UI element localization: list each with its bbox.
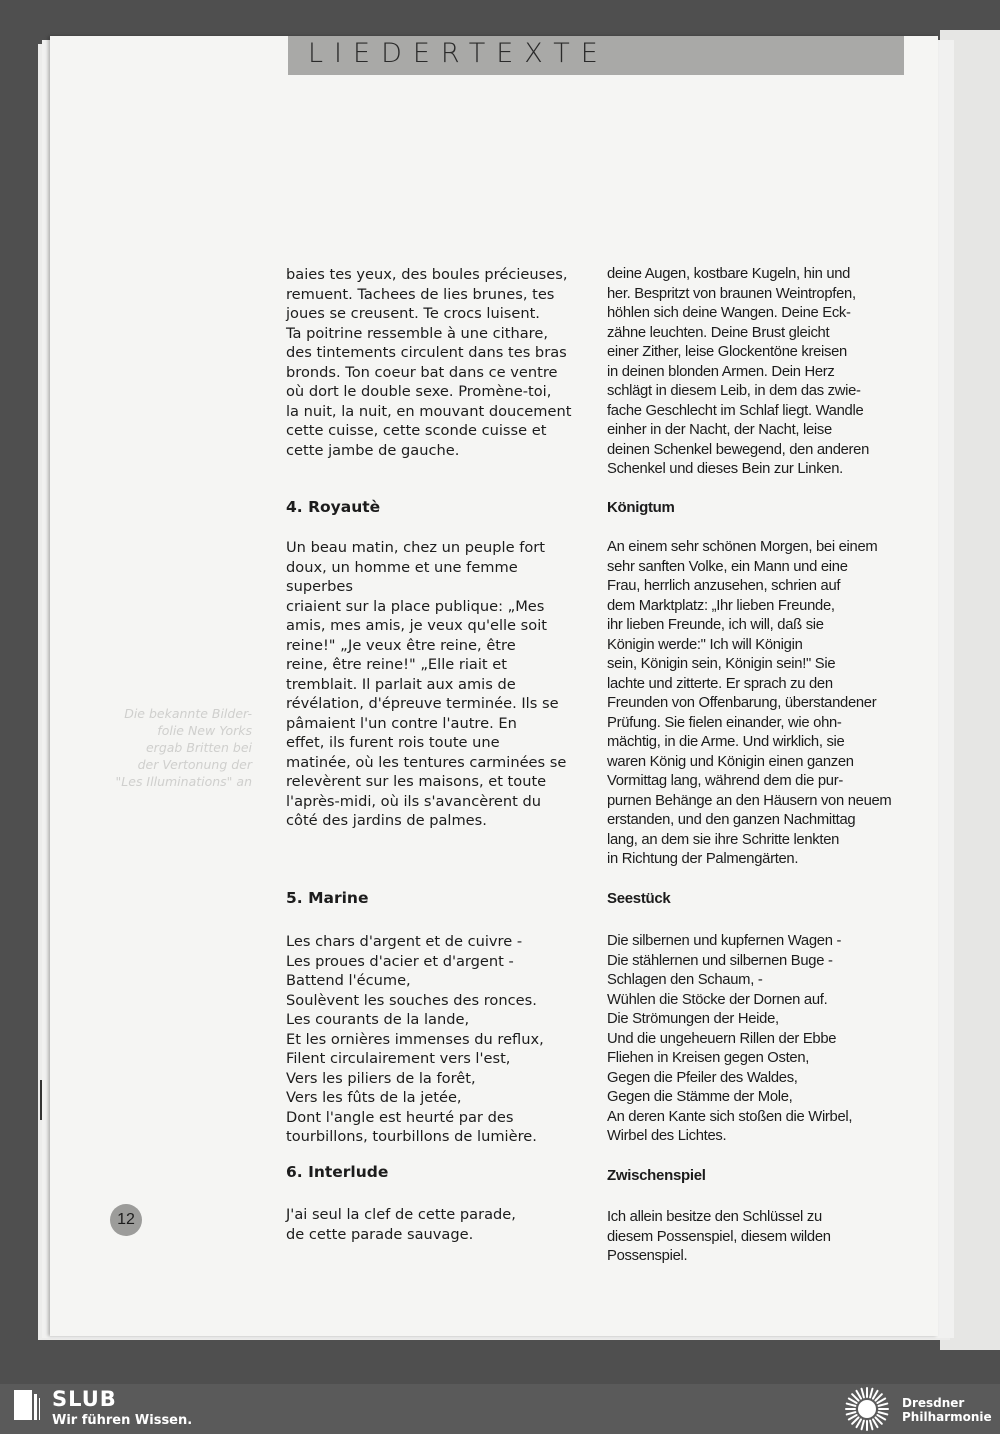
slub-logo-icon[interactable] — [14, 1390, 40, 1420]
logo-ray — [847, 1404, 856, 1406]
text-line: in deinen blonden Armen. Dein Herz — [607, 363, 835, 380]
text-line: révélation, d'épreuve terminée. Ils se — [286, 695, 559, 712]
text-line: Un beau matin, chez un peuple fort — [286, 539, 546, 556]
caption-line: "Les Illuminations" an — [115, 774, 252, 789]
bleed-through-caption — [112, 705, 252, 790]
fr-heading-interlude: 6. Interlude — [286, 1163, 389, 1181]
text-line: Wirbel des Lichtes. — [607, 1128, 727, 1144]
slub-name[interactable]: SLUB — [52, 1387, 117, 1411]
logo-ray — [873, 1419, 878, 1427]
fr-heading-royaute: 4. Royautè — [286, 498, 381, 516]
logo-ray — [852, 1394, 858, 1400]
text-line: Vormittag lang, während dem die pur- — [607, 773, 843, 789]
de-koenigtum-paragraph — [607, 538, 907, 870]
logo-ray — [875, 1394, 881, 1400]
text-line: la nuit, la nuit, en mouvant doucement — [286, 402, 572, 420]
text-line: de cette parade sauvage. — [286, 1225, 474, 1243]
text-line: Die stählernen und silbernen Buge - — [607, 952, 833, 969]
philharmonie-logo-icon[interactable] — [842, 1386, 892, 1432]
logo-ray — [847, 1412, 856, 1414]
margin-mark — [40, 1080, 42, 1120]
text-line: einer Zither, leise Glockentöne kreisen — [607, 344, 847, 360]
text-line: Die Strömungen der Heide, — [607, 1011, 779, 1027]
text-line: matinée, où les tentures carminées se — [286, 753, 567, 771]
text-line: Dont l'angle est heurté par des — [286, 1108, 514, 1126]
caption-line: ergab Britten bei — [145, 740, 252, 755]
text-line: J'ai seul la clef de cette parade, — [286, 1206, 516, 1223]
text-line: l'après-midi, où ils s'avancèrent du — [286, 792, 542, 810]
text-line: où dort le double sexe. Promène-toi, — [286, 383, 552, 400]
text-line: sehr sanften Volke, ein Mann und eine — [607, 558, 848, 575]
text-line: côté des jardins de palmes. — [286, 812, 487, 829]
logo-ray — [857, 1391, 862, 1399]
logo-ray — [862, 1389, 864, 1398]
partner-line: Philharmonie — [902, 1410, 992, 1424]
text-line: Fliehen in Kreisen gegen Osten, — [607, 1050, 810, 1066]
logo-ray — [849, 1415, 857, 1420]
de-heading-seestueck: Seestück — [607, 890, 671, 907]
caption-line: folie New Yorks — [157, 723, 252, 738]
text-line: baies tes yeux, des boules précieuses, — [286, 266, 568, 283]
de-zwischenspiel-paragraph — [607, 1208, 907, 1267]
text-line: An deren Kante sich stoßen die Wirbel, — [607, 1108, 853, 1125]
text-line: dem Marktplatz: „Ihr lieben Freunde, — [607, 597, 835, 614]
text-line: erstanden, und den ganzen Nachmittag — [607, 812, 856, 828]
text-line: des tintements circulent dans tes bras — [286, 344, 567, 361]
text-line: ihr lieben Freunde, ich will, daß sie — [607, 617, 824, 633]
text-line: tourbillons, tourbillons de lumière. — [286, 1128, 537, 1145]
fr-marine-paragraph — [286, 932, 586, 1147]
logo-ray — [877, 1399, 885, 1404]
logo-ray — [875, 1417, 881, 1423]
de-heading-koenigtum: Königtum — [607, 499, 675, 516]
text-line: Und die ungeheuern Rillen der Ebbe — [607, 1030, 837, 1047]
text-line: Königin werde:" Ich will Königin — [607, 636, 803, 653]
logo-ray — [879, 1404, 888, 1406]
partner-line: Dresdner — [902, 1396, 965, 1410]
text-line: joues se creusent. Te crocs luisent. — [286, 305, 540, 322]
logo-ray — [862, 1421, 864, 1430]
text-line: einher in der Nacht, der Nacht, leise — [607, 422, 832, 438]
text-line: An einem sehr schönen Morgen, bei einem — [607, 539, 878, 555]
text-line: Les proues d'acier et d'argent - — [286, 952, 514, 970]
text-line: Possenspiel. — [607, 1248, 688, 1264]
text-line: cette cuisse, cette sconde cuisse et — [286, 422, 547, 439]
text-line: Schlagen den Schaum, - — [607, 972, 763, 988]
text-line: criaient sur la place publique: „Mes — [286, 597, 545, 615]
text-line: fache Geschlecht im Schlaf liegt. Wandle — [607, 402, 864, 419]
text-line: Les chars d'argent et de cuivre - — [286, 933, 523, 950]
text-line: zähne leuchten. Deine Brust gleicht — [607, 324, 830, 341]
fr-heading-marine: 5. Marine — [286, 889, 369, 907]
text-line: Vers les fûts de la jetée, — [286, 1089, 462, 1106]
text-line: Prüfung. Sie fielen einander, wie ohn- — [607, 714, 842, 731]
caption-line: Die bekannte Bilder- — [124, 706, 252, 721]
logo-ray — [879, 1412, 888, 1414]
text-line: sein, Königin sein, Königin sein!" Sie — [607, 656, 836, 672]
text-line: lachte und zitterte. Er sprach zu den — [607, 675, 833, 692]
text-line: relevèrent sur les maisons, et toute — [286, 773, 547, 790]
logo-ray — [849, 1399, 857, 1404]
de-heading-zwischenspiel: Zwischenspiel — [607, 1167, 706, 1184]
text-line: doux, un homme et une femme — [286, 558, 518, 576]
fr-royaute-paragraph — [286, 538, 586, 831]
text-line: reine!" „Je veux être reine, être — [286, 636, 516, 654]
text-line: schlägt in diesem Leib, in dem das zwie- — [607, 383, 861, 399]
section-header-band — [288, 36, 904, 75]
logo-ray — [873, 1391, 878, 1399]
logo-ray — [870, 1389, 872, 1398]
text-line: deine Augen, kostbare Kugeln, hin und — [607, 266, 851, 282]
text-line: diesem Possenspiel, diesem wilden — [607, 1228, 831, 1245]
fr-intro-paragraph — [286, 265, 586, 460]
text-line: Wühlen die Stöcke der Dornen auf. — [607, 991, 828, 1008]
text-line: tremblait. Il parlait aux amis de — [286, 675, 516, 693]
text-line: pâmaient l'un contre l'autre. En — [286, 714, 517, 732]
text-line: bronds. Ton coeur bat dans ce ventre — [286, 363, 558, 381]
text-line: Schenkel und dieses Bein zur Linken. — [607, 461, 843, 477]
caption-line: der Vertonung der — [137, 757, 252, 772]
text-line: waren König und Königin einen ganzen — [607, 753, 854, 770]
de-intro-paragraph — [607, 265, 907, 480]
text-line: superbes — [286, 578, 353, 595]
text-line: Filent circulairement vers l'est, — [286, 1050, 511, 1067]
text-line: Frau, herrlich anzusehen, schrien auf — [607, 578, 841, 594]
logo-ray — [852, 1417, 858, 1423]
section-title: LIEDERTEXTE — [308, 38, 609, 69]
de-seestueck-paragraph — [607, 932, 907, 1147]
text-line: Ta poitrine ressemble à une cithare, — [286, 324, 548, 342]
text-line: Die silbernen und kupfernen Wagen - — [607, 933, 842, 949]
logo-ray — [870, 1421, 872, 1430]
text-line: mächtig, in die Arme. Und wirklich, sie — [607, 734, 845, 750]
text-line: Ich allein besitze den Schlüssel zu — [607, 1209, 822, 1225]
slub-tagline: Wir führen Wissen. — [52, 1413, 193, 1428]
text-line: deinen Schenkel bewegend, den anderen — [607, 441, 870, 458]
text-line: höhlen sich deine Wangen. Deine Eck- — [607, 305, 851, 321]
text-line: lang, an dem sie ihre Schritte lenkten — [607, 831, 840, 848]
logo-ray — [857, 1419, 862, 1427]
text-line: Battend l'écume, — [286, 972, 411, 989]
text-line: reine, être reine!" „Elle riait et — [286, 656, 507, 673]
text-line: Gegen die Stämme der Mole, — [607, 1089, 793, 1105]
text-line: purnen Behänge an den Häusern von neuem — [607, 792, 892, 809]
text-line: Freunden von Offenbarung, überstandener — [607, 695, 877, 711]
text-line: Gegen die Pfeiler des Waldes, — [607, 1069, 798, 1086]
logo-ray — [877, 1415, 885, 1420]
page-number-badge: 12 — [110, 1204, 142, 1236]
philharmonie-name[interactable] — [902, 1396, 992, 1424]
text-line: Et les ornières immenses du reflux, — [286, 1030, 544, 1048]
text-line: amis, mes amis, je veux qu'elle soit — [286, 617, 547, 634]
text-line: effet, ils furent rois toute une — [286, 734, 500, 751]
text-line: cette jambe de gauche. — [286, 441, 460, 459]
text-line: Soulèvent les souches des ronces. — [286, 991, 537, 1009]
fr-interlude-paragraph — [286, 1205, 586, 1244]
text-line: Les courants de la lande, — [286, 1011, 470, 1028]
text-line: her. Bespritzt von braunen Weintropfen, — [607, 285, 856, 302]
text-line: Vers les piliers de la forêt, — [286, 1069, 476, 1087]
text-line: remuent. Tachees de lies brunes, tes — [286, 285, 555, 303]
text-line: in Richtung der Palmengärten. — [607, 851, 799, 867]
